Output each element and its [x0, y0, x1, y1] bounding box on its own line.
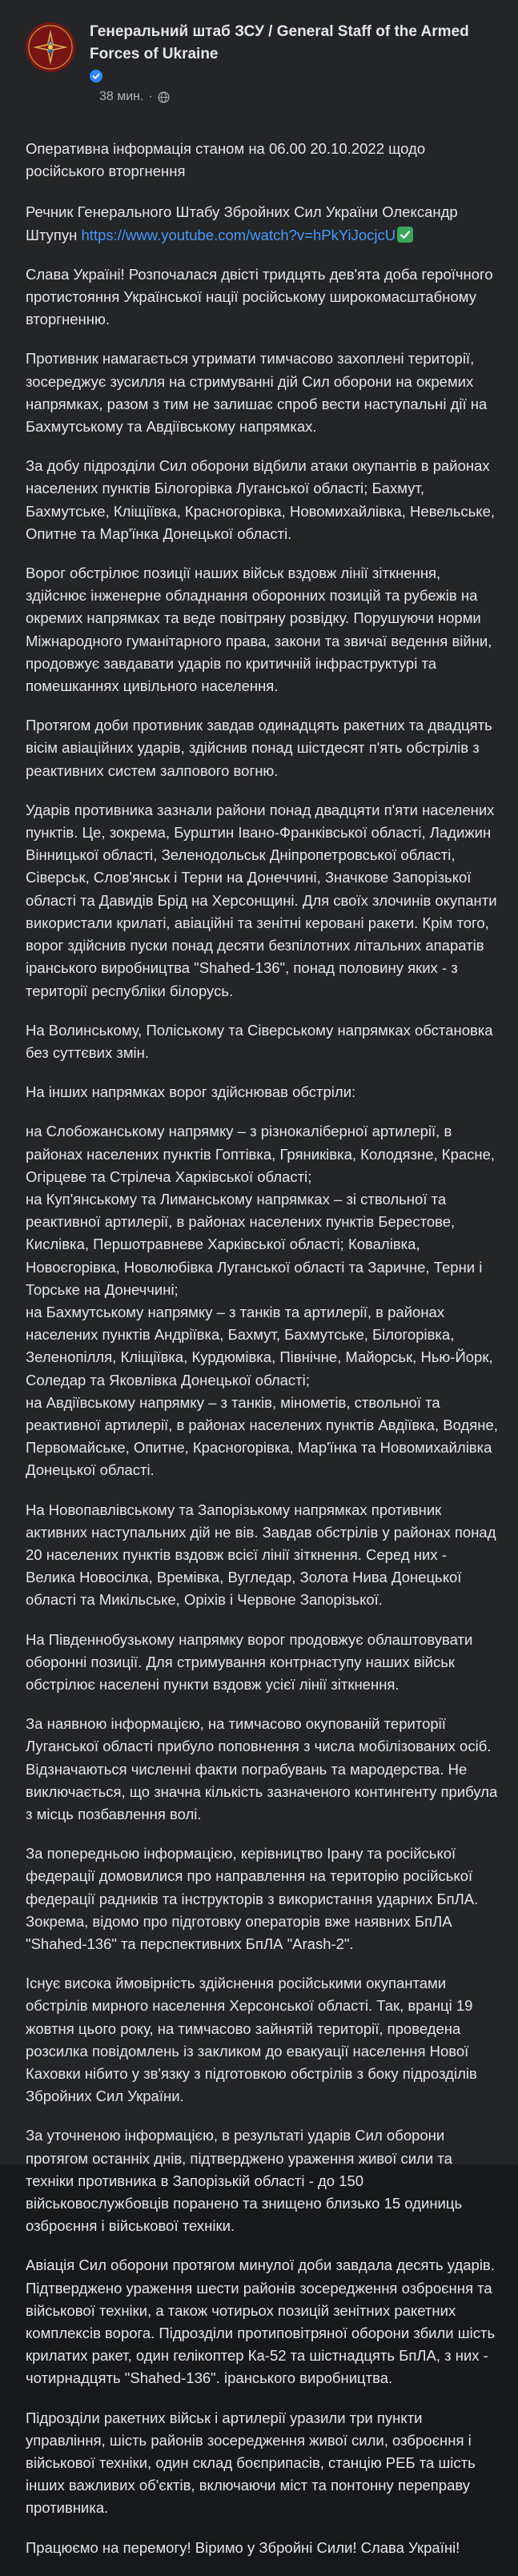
post-meta — [99, 90, 170, 104]
post-paragraph: Авіація Сил оборони протягом минулої доби завдала десять ударів. Підтверджено ураження шести районів зосередження озброєння та військової техніки, а також чотирьох позицій зенітних ракетних комплексів ворога. Підрозділи протиповітряної оборони збили шість крилатих ракет, один гелікоптер Ка-52 та шістнадцять БпЛА, з них - чотирнадцять "Shahed-136". іранського виробництва. — [26, 2257, 496, 2387]
post-paragraph: За попередньою інформацією, керівництво Ірану та російської федерації домовилися про направлення на територію російської федерації радників та інструкторів з використання ударних БпЛА. Зокрема, відомо про підготовку операторів вже наявних БпЛА "Shahed-136" та перспективних БпЛА "Arash-2". — [26, 1845, 479, 1953]
post-paragraph: На Південнобузькому напрямку ворог продовжує облаштовувати оборонні позиції. Для стримування контрнаступу наших військ обстрілює населені пункти вздовж усієї лінії зіткнення. — [26, 1630, 473, 1693]
post-header — [26, 0, 497, 104]
youtube-link[interactable]: https://www.youtube.com/watch?v=hPkYiJocjcU — [81, 226, 396, 243]
post-paragraph: Ворог обстрілює позиції наших військ вздовж лінії зіткнення, здійснює інженерне обладнання оборонних позицій та рубежів на окремих напрямках та веде повітряну розвідку. Порушуючи норми Міжнародного гуманітарного права, закони та звичаї ведення війни, продовжує завдавати ударів по критичній інфраструктурі та помешканнях цивільного населення. — [26, 565, 492, 695]
post-paragraph: За наявною інформацією, на тимчасово окупованій території Луганської області прибуло поповнення з числа мобілізованих осіб. Відзначаються численні факти пограбувань та мародерства. Не виключається, що значна кількість зазначеного контингенту прибула з місць позбавлення волі. — [26, 1715, 498, 1822]
post-paragraph: Підрозділи ракетних військ і артилерії уразили три пункти управління, шість районів зосередження живої сили, озброєння і військової техніки, один склад боєприпасів, станцію РЕБ та шість інших важливих об'єктів, включаючи міст та понтонну переправу противника. — [26, 2409, 476, 2517]
direction-line: на Куп'янському та Лиманському напрямках – зі ствольної та реактивної артилерії, в районах населених пунктів Берестове, Кислівка, Першотравневе Харківської області; Ковалівка, Новоєгорівка, Новолюбівка Луганської області та Заричне, Терни і Торське на Донеччині; — [26, 1190, 483, 1298]
post-paragraph: На інших напрямках ворог здійснював обстріли: — [26, 1083, 356, 1101]
post-paragraph: Противник намагається утримати тимчасово захоплені території, зосереджує зусилля на стримуванні дій Сил оборони на окремих напрямках, разом з тим не залишає спроб вести наступальні дії на Бахмутському та Авдіївському напрямках. — [26, 350, 488, 436]
meta-separator: · — [148, 90, 153, 103]
post-paragraph: Працюємо на перемогу! Віримо у Збройні Сили! Слава Україні! — [26, 2538, 460, 2556]
direction-line: на Бахмутському напрямку – з танків та артилерії, в районах населених пунктів Андріївка, Бахмут, Бахмутське, Білогорівка, Зеленопілля, Кліщіївка, Курдюмівка, Північне, Майорськ, Нью-Йорк, Соледар та Яковлівка Донецької області; — [26, 1303, 493, 1388]
direction-line: на Авдіївському напрямку – з танків, мінометів, ствольної та реактивної артилерії, в районах населених пунктів Авдіївка, Водяне, Первомайське, Опитне, Красногорівка, Мар'їнка та Новомихайлівка Донецької області. — [26, 1393, 498, 1479]
verified-badge-icon — [90, 70, 102, 82]
post-paragraph: За уточненою інформацією, в результаті ударів Сил оборони протягом останніх днів, підтверджено ураження живої сили та техніки противника в Запорізькій області - до 150 військовослужбовців поранено та знищено близько 15 одиниць озброєння і військової техніки. — [26, 2127, 463, 2235]
post-paragraph: За добу підрозділи Сил оборони відбили атаки окупантів в районах населених пунктів Білогорівка Луганської області; Бахмут, Бахмутське, Кліщіївка, Красногорівка, Новомихайлівка, Невельське, Опитне та Мар'їнка Донецької області. — [26, 457, 496, 542]
globe-icon[interactable] — [158, 91, 170, 103]
check-mark-icon — [397, 227, 413, 243]
post-paragraph: Слава Україні! Розпочалася двісті тридцять дев'ята доба героїчного протистояння Української нації російському широкомасштабному вторгненню. — [26, 265, 493, 328]
post-paragraph: Протягом доби противник завдав одинадцять ракетних та двадцять вісім авіаційних ударів, здійснив понад шістдесят п'ять обстрілів з реактивних систем залпового вогню. — [26, 717, 492, 779]
direction-line: на Слобожанському напрямку – з різнокаліберної артилерії, в районах населених пунктів Гоптівка, Гряниківка, Колодязне, Красне, Огірцеве та Стрілеча Харківської області; — [26, 1123, 496, 1185]
post-paragraph: Ударів противника зазнали райони понад двадцяти п'яти населених пунктів. Це, зокрема, Бурштин Івано-Франківської області, Ладижин Вінницької області, Зеленодольськ Дніпропетровської області, Сіверськ, Слов'янськ і Терни на Донеччині, Значкове Запорізької області та Давидів Брід на Херсонщині. Для своїх злочинів окупанти використали крилаті, авіаційні та зенітні керовані ракети. Крім того, ворог здійснив пуски понад десяти безпілотних літальних апаратів іранського виробництва "Shahed-136", понад половину яких - з території республіки білорусь. — [26, 801, 497, 999]
page-name[interactable]: Генеральний штаб ЗСУ / General Staff of the Armed Forces of Ukraine — [90, 23, 469, 62]
post-paragraph: На Новопавлівському та Запорізькому напрямках противник активних наступальних дій не вів. Завдав обстрілів у районах понад 20 населених пунктів вздовж всієї лінії зіткнення. Серед них - Велика Новосілка, Времівка, Вугледар, Золота Нива Донецької області та Микільське, Оріхів і Червоне Запорізької. — [26, 1501, 496, 1609]
spokesperson-text: Речник Генерального Штабу Збройних Сил України Олександр Штупун — [26, 203, 458, 243]
post-paragraph: На Волинському, Поліському та Сіверському напрямках обстановка без суттєвих змін. — [26, 1021, 493, 1061]
post-paragraph — [26, 201, 498, 246]
page-avatar[interactable] — [26, 22, 75, 72]
post-body — [26, 138, 498, 2576]
post-paragraph: Оперативна інформація станом на 06.00 20.10.2022 щодо російського вторгнення — [26, 140, 426, 180]
general-staff-emblem-icon — [26, 22, 75, 72]
post-paragraph: Існує висока ймовірність здійснення російськими окупантами обстрілів мирного населення Херсонської області. Так, вранці 19 жовтня цього року, на тимчасово зайнятій території, проведена розсилка повідомлень із закликом до евакуації населення Нової Каховки нібито у зв'язку з підготовкою обстрілів з боку підрозділів Збройних Сил України. — [26, 1975, 477, 2105]
directions-paragraph — [26, 1120, 498, 1481]
post-time[interactable]: 38 мин. — [99, 90, 144, 103]
